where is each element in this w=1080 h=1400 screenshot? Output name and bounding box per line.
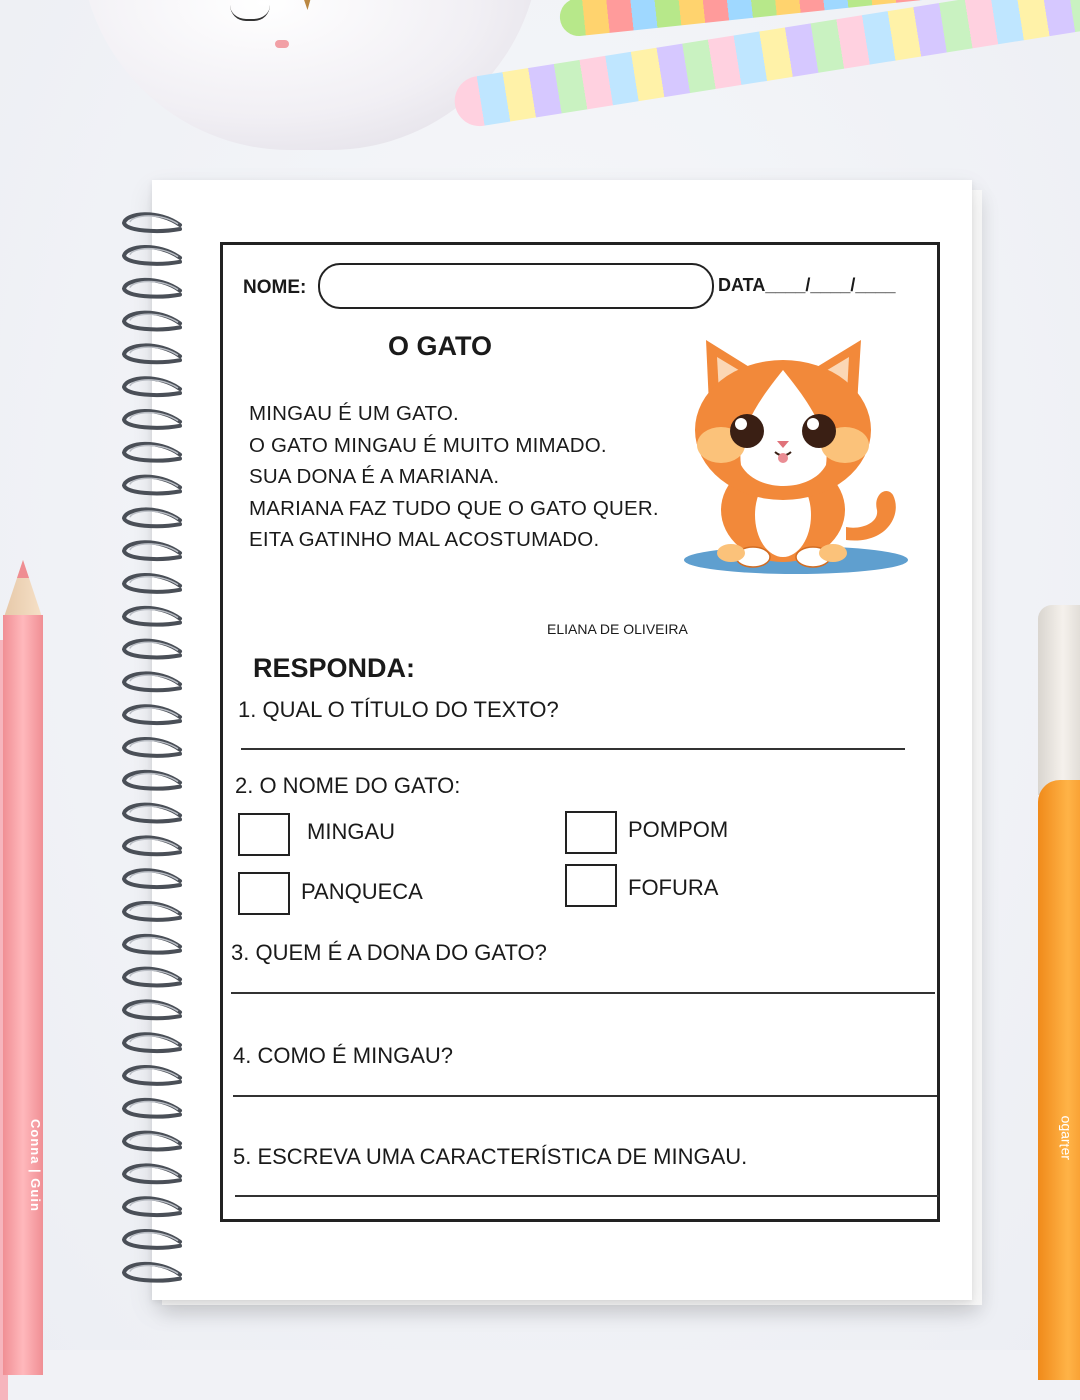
spiral-coil [124,1165,180,1182]
worksheet-frame [220,242,940,1222]
spiral-coil [124,772,180,789]
page-title: O GATO [388,331,493,361]
question-4: 4. COMO É MINGAU? [233,1043,454,1068]
option-fofura: FOFURA [628,875,719,900]
unicorn-horn-icon [280,0,330,10]
checkbox-pompom[interactable] [565,811,617,854]
spiral-coil [124,411,180,428]
cat-eye [730,414,764,448]
spiral-coil [124,739,180,756]
spiral-coil [124,378,180,395]
spiral-coil [124,1133,180,1150]
story-line: SUA DONA É A MARIANA. [249,465,500,488]
question-2: 2. O NOME DO GATO: [235,773,461,798]
section-heading: RESPONDA: [253,653,416,683]
option-mingau: MINGAU [307,819,395,844]
cat-tail [846,491,896,541]
spiral-coil [124,608,180,625]
spiral-coil [124,247,180,264]
spiral-coil [124,641,180,658]
spiral-coil [124,969,180,986]
cat-eye [802,414,836,448]
story-text [249,398,659,556]
spiral-coil [124,1264,180,1281]
spiral-coil [124,805,180,822]
date-field[interactable]: DATA____/____/____ [718,275,896,295]
spiral-coil [124,706,180,723]
spiral-coil [124,673,180,690]
spiral-coil [124,1034,180,1051]
answer-line-5[interactable] [235,1195,939,1197]
cat-illustration [681,335,911,580]
cat-back-paw [819,544,847,562]
author-credit: ELIANA DE OLIVEIRA [547,621,688,637]
spiral-coil [124,1001,180,1018]
spiral-coil [124,280,180,297]
marker-brand-label: ɹǝʇɹɐƃo [1056,1115,1072,1160]
spiral-coil [124,1231,180,1248]
spiral-coil [124,870,180,887]
spiral-coil [124,1100,180,1117]
story-line: MARIANA FAZ TUDO QUE O GATO QUER. [249,496,659,520]
answer-line-1[interactable] [241,748,905,750]
pencil-brand-label: Conna | Guin [28,1118,43,1212]
spiral-coil [124,214,180,231]
story-line: O GATO MINGAU É MUITO MIMADO. [249,433,607,457]
spiral-coil [124,313,180,330]
spiral-coil [124,1198,180,1215]
pink-pencil [3,615,43,1375]
option-pompom: POMPOM [628,817,729,842]
closed-eye-icon [230,5,270,21]
cat-back-paw [717,544,745,562]
mouth-icon [275,40,289,48]
spiral-coil [124,837,180,854]
story-line: MINGAU É UM GATO. [249,402,459,425]
answer-line-3[interactable] [231,992,935,994]
question-5: 5. ESCREVA UMA CARACTERÍSTICA DE MINGAU. [233,1144,748,1169]
checkbox-mingau[interactable] [238,813,290,856]
name-field[interactable] [318,263,714,309]
question-3: 3. QUEM É A DONA DO GATO? [231,940,547,965]
nome-label: NOME: [243,277,307,298]
spiral-coil [124,903,180,920]
spiral-coil [124,477,180,494]
story-line: EITA GATINHO MAL ACOSTUMADO. [249,528,600,551]
option-panqueca: PANQUECA [301,879,423,904]
spiral-coil [124,542,180,559]
spiral-coil [124,1067,180,1084]
spiral-coil [124,509,180,526]
spiral-coil [124,936,180,953]
question-1: 1. QUAL O TÍTULO DO TEXTO? [238,697,559,722]
spiral-coil [124,345,180,362]
answer-line-4[interactable] [233,1095,937,1097]
spiral-coil [124,575,180,592]
spiral-binding [118,205,188,1295]
checkbox-panqueca[interactable] [238,872,290,915]
spiral-coil [124,444,180,461]
marker-cap [1038,605,1080,795]
checkbox-fofura[interactable] [565,864,617,907]
